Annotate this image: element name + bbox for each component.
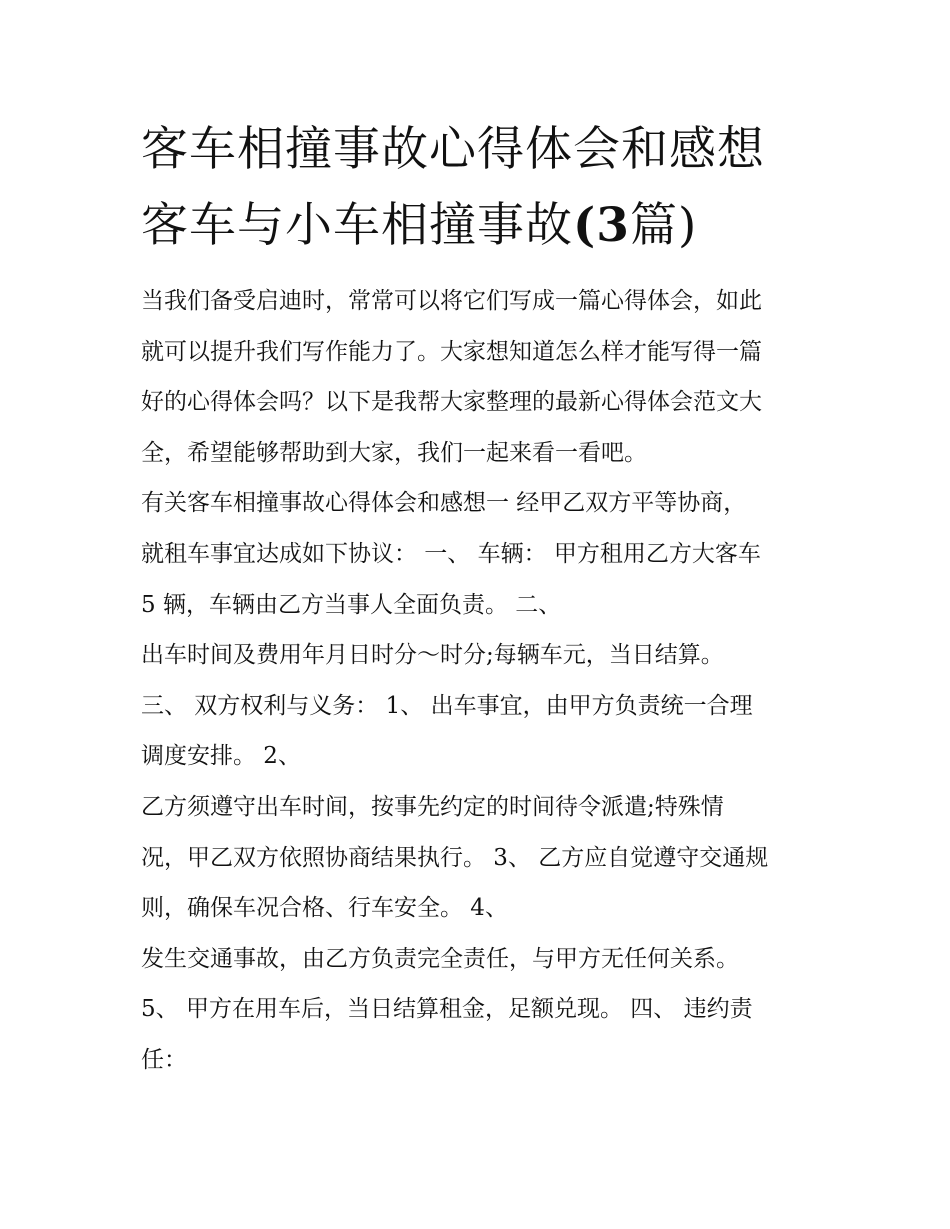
body-line: 调度安排。 2、 xyxy=(141,743,301,770)
body-line: 则，确保车况合格、行车安全。 4、 xyxy=(141,895,508,922)
body-line: 就可以提升我们写作能力了。大家想知道怎么样才能写得一篇 xyxy=(141,338,762,365)
body-line: 好的心得体会吗？以下是我帮大家整理的最新心得体会范文大 xyxy=(141,389,762,416)
title-line-2-count: (3 xyxy=(573,198,630,253)
title-line-2-text: 客车与小车相撞事故 xyxy=(141,198,573,253)
title-line-1: 客车相撞事故心得体会和感想 xyxy=(141,122,765,177)
body-line: 5、 甲方在用车后，当日结算租金，足额兑现。 四、 违约责 xyxy=(141,996,753,1023)
document-body xyxy=(141,276,831,1086)
body-line: 出车时间及费用年月日时分～时分;每辆车元，当日结算。 xyxy=(141,642,724,669)
title-line-2-suffix: 篇) xyxy=(629,198,698,253)
body-line: 有关客车相撞事故心得体会和感想一 经甲乙双方平等协商， xyxy=(141,490,747,517)
body-line: 乙方须遵守出车时间，按事先约定的时间待令派遣;特殊情 xyxy=(141,793,724,820)
body-line: 况，甲乙双方依照协商结果执行。 3、 乙方应自觉遵守交通规 xyxy=(141,844,769,871)
document-title xyxy=(141,112,841,264)
body-line: 发生交通事故，由乙方负责完全责任，与甲方无任何关系。 xyxy=(141,945,739,972)
title-line-2 xyxy=(141,188,841,264)
body-line: 当我们备受启迪时，常常可以将它们写成一篇心得体会，如此 xyxy=(141,288,762,314)
body-line: 5 辆，车辆由乙方当事人全面负责。 二、 xyxy=(141,591,562,618)
body-line: 任： xyxy=(141,1046,187,1073)
body-line: 全，希望能够帮助到大家，我们一起来看一看吧。 xyxy=(141,439,647,466)
body-line: 三、 双方权利与义务： 1、 出车事宜，由甲方负责统一合理 xyxy=(141,692,753,719)
body-line: 就租车事宜达成如下协议： 一、 车辆： 甲方租用乙方大客车 xyxy=(141,540,761,567)
